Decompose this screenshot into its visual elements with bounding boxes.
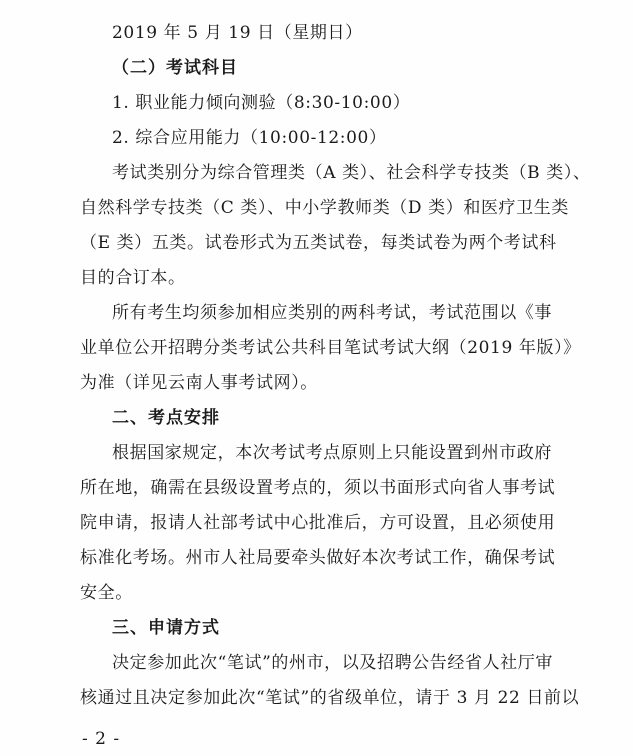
paragraph-line: 院申请，报请人社部考试中心批准后，方可设置，且必须使用 bbox=[80, 513, 556, 533]
paragraph-line: 核通过且决定参加此次“笔试”的省级单位，请于 3 月 22 日前以 bbox=[80, 688, 580, 708]
paragraph-line: 自然科学专技类（C 类）、中小学教师类（D 类）和医疗卫生类 bbox=[80, 198, 569, 218]
section-heading-exam-subjects: （二）考试科目 bbox=[112, 58, 238, 78]
exam-date-line: 2019 年 5 月 19 日（星期日） bbox=[112, 23, 363, 43]
paragraph-line: 考试类别分为综合管理类（A 类）、社会科学专技类（B 类）、 bbox=[112, 163, 591, 183]
paragraph-line: 决定参加此次“笔试”的州市，以及招聘公告经省人社厅审 bbox=[112, 653, 553, 673]
paragraph-line: 安全。 bbox=[80, 583, 133, 603]
page-number: - 2 - bbox=[82, 729, 121, 749]
paragraph-line: （E 类）五类。试卷形式为五类试卷，每类试卷为两个考试科 bbox=[80, 233, 557, 253]
paragraph-line: 根据国家规定，本次考试考点原则上只能设置到州市政府 bbox=[112, 443, 552, 463]
subject-item-2: 2. 综合应用能力（10:00-12:00） bbox=[112, 128, 387, 148]
paragraph-line: 所有考生均须参加相应类别的两科考试，考试范围以《事 bbox=[112, 303, 552, 323]
paragraph-line: 业单位公开招聘分类考试公共科目笔试考试大纲（2019 年版）》 bbox=[80, 338, 581, 358]
section-heading-exam-sites: 二、考点安排 bbox=[112, 408, 220, 428]
paragraph-line: 为准（详见云南人事考试网）。 bbox=[80, 373, 318, 393]
paragraph-line: 所在地，确需在县级设置考点的，须以书面形式向省人事考试 bbox=[80, 478, 556, 498]
subject-item-1: 1. 职业能力倾向测验（8:30-10:00） bbox=[112, 93, 411, 113]
paragraph-line: 目的合订本。 bbox=[80, 268, 186, 288]
section-heading-application-method: 三、申请方式 bbox=[112, 618, 220, 638]
paragraph-line: 标准化考场。州市人社局要牵头做好本次考试工作，确保考试 bbox=[80, 548, 556, 568]
